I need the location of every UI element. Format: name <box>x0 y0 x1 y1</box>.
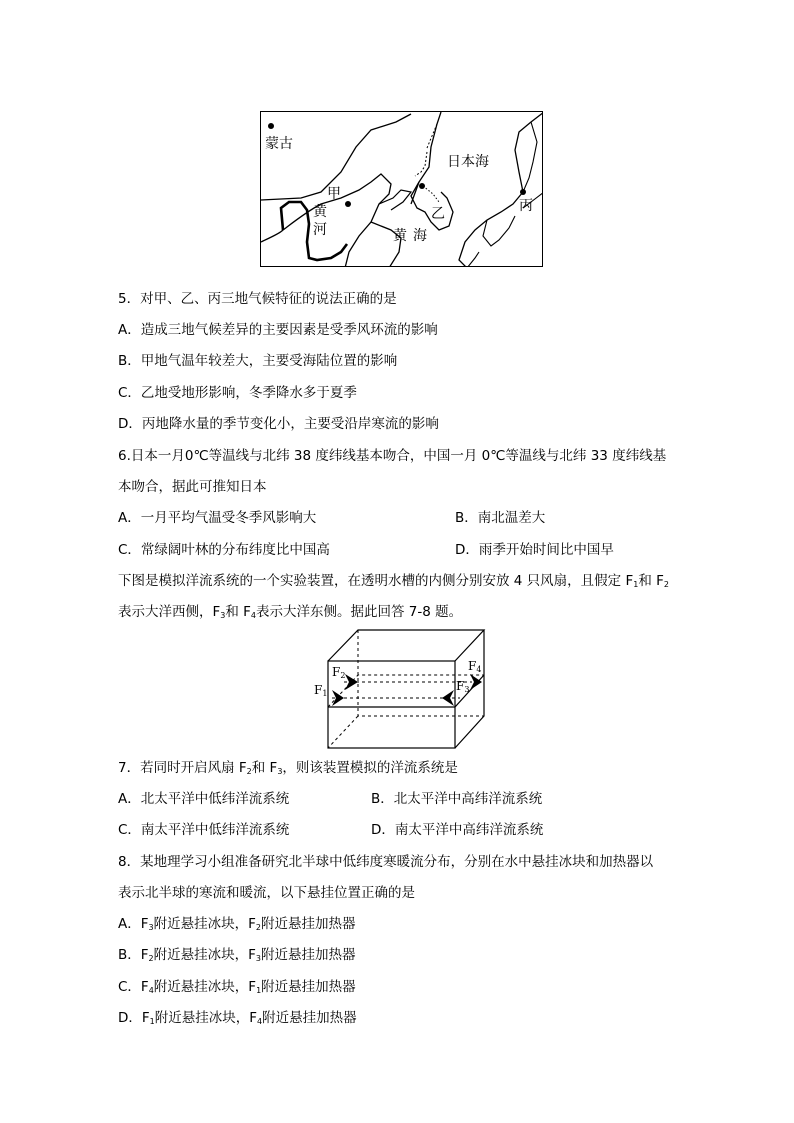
q6-stem-line2: 本吻合，据此可推知日本 <box>118 479 267 495</box>
label-yi: 乙 <box>431 206 445 222</box>
label-jia: 甲 <box>327 186 341 202</box>
q8-option-a: A．$F_3$附近悬挂冰块，$F_2$附近悬挂加热器 <box>118 916 356 932</box>
map-figure <box>260 111 543 267</box>
q5-option-d: D．丙地降水量的季节变化小，主要受沿岸寒流的影响 <box>118 416 439 432</box>
q7-option-a: A．北太平洋中低纬洋流系统 <box>118 791 290 807</box>
mongolia-dot <box>268 123 274 129</box>
label-f4: $F_4$ <box>468 659 482 674</box>
jia-dot <box>345 201 351 207</box>
label-bing: 丙 <box>519 198 533 214</box>
q5-option-a: A．造成三地气候差异的主要因素是受季风环流的影响 <box>118 322 438 338</box>
q5-stem: 5．对甲、乙、丙三地气候特征的说法正确的是 <box>118 291 397 307</box>
q6-option-c: C．常绿阔叶林的分布纬度比中国高 <box>118 542 330 558</box>
bing-dot <box>520 189 526 195</box>
q7-option-c: C．南太平洋中低纬洋流系统 <box>118 822 290 838</box>
yi-dot <box>419 183 425 189</box>
q8-option-d: D．$F_1$附近悬挂冰块，$F_4$附近悬挂加热器 <box>118 1010 357 1026</box>
q7-option-b: B．北太平洋中高纬洋流系统 <box>371 791 543 807</box>
label-yellow-river-2: 河 <box>313 222 327 238</box>
q6-option-b: B．南北温差大 <box>455 510 546 526</box>
q5-option-b: B．甲地气温年较差大，主要受海陆位置的影响 <box>118 353 398 369</box>
label-f3: $F_3$ <box>456 679 470 694</box>
label-yellow-sea-1: 黄 <box>393 228 407 244</box>
label-f2: $F_2$ <box>332 665 346 680</box>
q7-option-d: D．南太平洋中高纬洋流系统 <box>371 822 544 838</box>
tank-diagram <box>312 628 494 750</box>
q7-stem: 7．若同时开启风扇 $F_2$和 $F_3$，则该装置模拟的洋流系统是 <box>118 760 458 776</box>
label-mongolia: 蒙古 <box>265 136 293 152</box>
q8-option-c: C．$F_4$附近悬挂冰块，$F_1$附近悬挂加热器 <box>118 979 356 995</box>
q6-option-d: D．雨季开始时间比中国早 <box>455 542 614 558</box>
label-sea-of-japan: 日本海 <box>447 154 489 170</box>
q8-option-b: B．$F_2$附近悬挂冰块，$F_3$附近悬挂加热器 <box>118 947 356 963</box>
q8-stem-line2: 表示北半球的寒流和暖流，以下悬挂位置正确的是 <box>118 885 415 901</box>
intro-line2: 表示大洋西侧，$F_3$和 $F_4$表示大洋东侧。据此回答 7-8 题。 <box>118 604 463 620</box>
q5-option-c: C．乙地受地形影响，冬季降水多于夏季 <box>118 385 357 401</box>
label-f1: $F_1$ <box>314 683 328 698</box>
label-yellow-sea-2: 海 <box>413 228 427 244</box>
q8-stem-line1: 8．某地理学习小组准备研究北半球中低纬度寒暖流分布，分别在水中悬挂冰块和加热器以 <box>118 854 654 870</box>
q6-option-a: A．一月平均气温受冬季风影响大 <box>118 510 317 526</box>
intro-line1: 下图是模拟洋流系统的一个实验装置，在透明水槽的内侧分别安放 4 只风扇，且假定 $F_1$和 $F_2$ <box>118 573 669 589</box>
label-yellow-river-1: 黄 <box>313 204 327 220</box>
q6-stem-line1: 6.日本一月0℃等温线与北纬 38 度纬线基本吻合，中国一月 0℃等温线与北纬 33 度纬线基 <box>118 448 667 464</box>
